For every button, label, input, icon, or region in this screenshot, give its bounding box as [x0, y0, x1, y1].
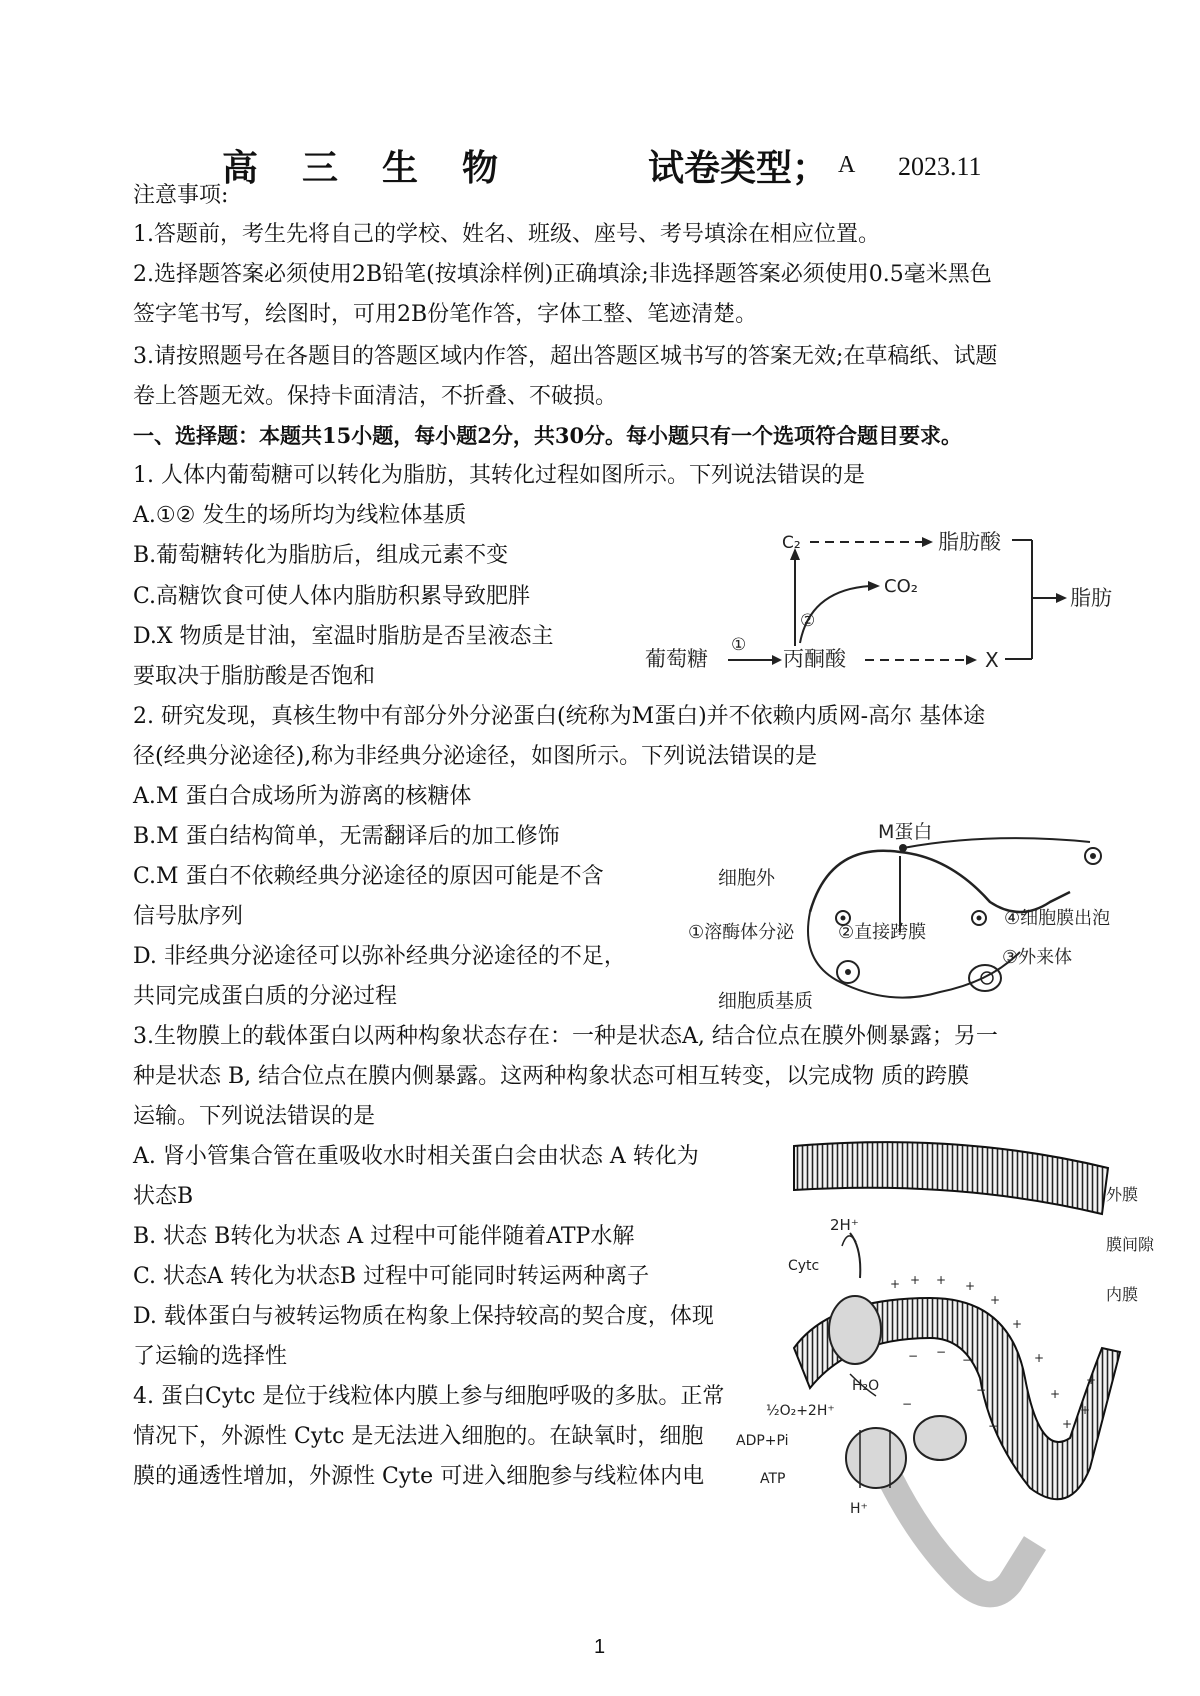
- fat-label: 脂肪: [1070, 586, 1112, 610]
- inner-membrane-label: 内膜: [1106, 1285, 1139, 1304]
- question-stem: 2. 研究发现，真核生物中有部分外分泌蛋白(统称为M蛋白)并不依赖内质网-高尔 基体途: [133, 704, 986, 729]
- paper-type-label: 试卷类型；: [648, 147, 829, 189]
- pyruvate-label: 丙酮酸: [783, 647, 846, 671]
- intermembrane-label: 膜间隙: [1106, 1235, 1155, 1254]
- arrowhead: [1056, 593, 1067, 603]
- question-stem: 运输。下列说法错误的是: [133, 1104, 376, 1129]
- svg-text:+: +: [890, 1277, 901, 1291]
- option-c: C.高糖饮食可使人体内脂肪积累导致肥胖: [133, 584, 531, 609]
- notice-line: 3.请按照题号在各题目的答题区域内作答，超出答题区城书写的答案无效;在草稿纸、试题: [133, 344, 998, 369]
- lysosome-dot: [845, 969, 851, 975]
- svg-text:+: +: [936, 1273, 947, 1287]
- option-d: D. 载体蛋白与被转运物质在构象上保持较高的契合度，体现: [133, 1304, 714, 1329]
- option-c-cont: 信号肽序列: [133, 904, 244, 929]
- arrow-step2: [800, 586, 870, 643]
- title-char: 三: [302, 147, 339, 189]
- x-label: X: [985, 648, 999, 672]
- outer-membrane-label: 外膜: [1106, 1185, 1139, 1204]
- fat-conversion-diagram: [640, 528, 1130, 678]
- svg-text:−: −: [908, 1349, 919, 1363]
- notice-line: 签字笔书写，绘图时，可用2B份笔作答，字体工整、笔迹清楚。: [133, 302, 758, 327]
- option-a-cont: 状态B: [133, 1184, 194, 1209]
- question-stem: 膜的通透性增加，外源性 Cyte 可进入细胞参与线粒体内电: [133, 1464, 705, 1489]
- atp-synthase: [846, 1428, 906, 1488]
- co2-label: CO₂: [884, 576, 918, 597]
- option-b: B.M 蛋白结构简单，无需翻译后的加工修饰: [133, 824, 560, 849]
- path2-label: ②直接跨膜: [838, 922, 927, 943]
- arrowhead: [868, 581, 880, 591]
- path3-label: ③外来体: [1002, 947, 1073, 968]
- m-protein-label: M蛋白: [878, 821, 933, 843]
- svg-text:+: +: [910, 1273, 921, 1287]
- option-d: D. 非经典分泌途径可以弥补经典分泌途径的不足，: [133, 944, 626, 969]
- title-char: 生: [382, 147, 419, 189]
- protein-complex: [914, 1416, 966, 1460]
- step1-label: ①: [731, 635, 747, 655]
- option-a: A.①② 发生的场所均为线粒体基质: [133, 503, 467, 528]
- secretion-pathway-diagram: [690, 812, 1130, 1012]
- svg-text:−: −: [902, 1397, 913, 1411]
- arrowhead: [772, 655, 782, 665]
- svg-text:+: +: [1062, 1417, 1073, 1431]
- option-a: A.M 蛋白合成场所为游离的核糖体: [133, 784, 472, 809]
- svg-text:−: −: [988, 1419, 999, 1433]
- fatty-acid-label: 脂肪酸: [938, 530, 1001, 554]
- option-c: C.M 蛋白不依赖经典分泌途径的原因可能是不含: [133, 864, 604, 889]
- svg-text:+: +: [990, 1293, 1001, 1307]
- h-bottom-label: H⁺: [850, 1501, 868, 1517]
- option-b: B. 状态 B转化为状态 A 过程中可能伴随着ATP水解: [133, 1224, 635, 1249]
- cell-membrane: [810, 851, 1070, 912]
- question-stem: 4. 蛋白Cytc 是位于线粒体内膜上参与细胞呼吸的多肽。正常: [133, 1384, 725, 1409]
- notice-line: 1.答题前，考生先将自己的学校、姓名、班级、座号、考号填涂在相应位置。: [133, 222, 880, 247]
- question-stem: 3.生物膜上的载体蛋白以两种构象状态存在：一种是状态A, 结合位点在膜外侧暴露；另一: [133, 1024, 998, 1049]
- outer-membrane: [794, 1142, 1108, 1214]
- glucose-label: 葡萄糖: [645, 647, 708, 671]
- step2-label: ②: [800, 611, 816, 631]
- option-d-cont: 共同完成蛋白质的分泌过程: [133, 984, 398, 1009]
- svg-text:−: −: [976, 1383, 987, 1397]
- outside-label: 细胞外: [718, 867, 776, 889]
- option-d-cont: 了运输的选择性: [133, 1344, 288, 1369]
- question-stem: 情况下，外源性 Cytc 是无法进入细胞的。在缺氧时，细胞: [133, 1424, 704, 1449]
- cytoplasm-label: 细胞质基质: [718, 990, 814, 1012]
- svg-text:+: +: [1034, 1351, 1045, 1365]
- section-heading: 一、选择题：本题共15小题，每小题2分，共30分。每小题只有一个选项符合题目要求。: [133, 423, 963, 448]
- path4-label: ④细胞膜出泡: [1004, 908, 1111, 929]
- notice-line: 卷上答题无效。保持卡面清洁，不折叠、不破损。: [133, 384, 618, 409]
- arrowhead: [922, 537, 933, 547]
- svg-text:+: +: [1050, 1387, 1061, 1401]
- paper-type-value: A: [838, 152, 856, 178]
- option-c: C. 状态A 转化为状态B 过程中可能同时转运两种离子: [133, 1264, 650, 1289]
- vesicle-dot: [841, 916, 846, 921]
- adp-label: ADP+Pi: [736, 1433, 789, 1449]
- option-a: A. 肾小管集合管在重吸收水时相关蛋白会由状态 A 转化为: [133, 1144, 699, 1169]
- arrowhead: [966, 655, 977, 665]
- bleb-dot: [1090, 853, 1096, 859]
- svg-text:−: −: [962, 1353, 973, 1367]
- protein-complex: [829, 1296, 881, 1364]
- h2-top-label: 2H⁺: [830, 1216, 859, 1234]
- option-d: D.X 物质是甘油，室温时脂肪是否呈液态主: [133, 624, 554, 649]
- page-title: [222, 140, 542, 191]
- svg-text:+: +: [965, 1279, 976, 1293]
- inner-membrane-fold: [890, 1478, 1035, 1594]
- title-char: 物: [462, 147, 499, 189]
- notice-line: 2.选择题答案必须使用2B铅笔(按填涂样例)正确填涂;非选择题答案必须使用0.5毫米黑色: [133, 262, 992, 287]
- atp-label: ATP: [760, 1471, 786, 1487]
- o2-label: ½O₂+2H⁺: [766, 1403, 835, 1419]
- option-d-cont: 要取决于脂肪酸是否饱和: [133, 664, 376, 689]
- option-b: B.葡萄糖转化为脂肪后，组成元素不变: [133, 543, 509, 568]
- vesicle-dot: [977, 916, 982, 921]
- exam-date: 2023.11: [898, 152, 982, 181]
- page-number: 1: [594, 1636, 606, 1658]
- path1-label: ①溶酶体分泌: [688, 922, 795, 943]
- svg-text:+: +: [1086, 1373, 1097, 1387]
- title-char: 高: [222, 147, 259, 189]
- question-stem: 种是状态 B, 结合位点在膜内侧暴露。这两种构象状态可相互转变，以完成物 质的跨膜: [133, 1064, 970, 1089]
- c2-label: C₂: [782, 533, 801, 553]
- question-stem: 径(经典分泌途径),称为非经典分泌途径，如图所示。下列说法错误的是: [133, 744, 818, 769]
- mitochondrial-membrane-diagram: [736, 1138, 1155, 1608]
- notice-title: 注意事项:: [133, 183, 229, 208]
- h2o-label: H₂O: [852, 1378, 880, 1394]
- svg-text:+: +: [1080, 1403, 1091, 1417]
- cytc-label: Cytc: [788, 1258, 820, 1274]
- svg-text:+: +: [1012, 1317, 1023, 1331]
- svg-text:−: −: [936, 1345, 947, 1359]
- question-stem: 1. 人体内葡萄糖可以转化为脂肪，其转化过程如图所示。下列说法错误的是: [133, 463, 865, 488]
